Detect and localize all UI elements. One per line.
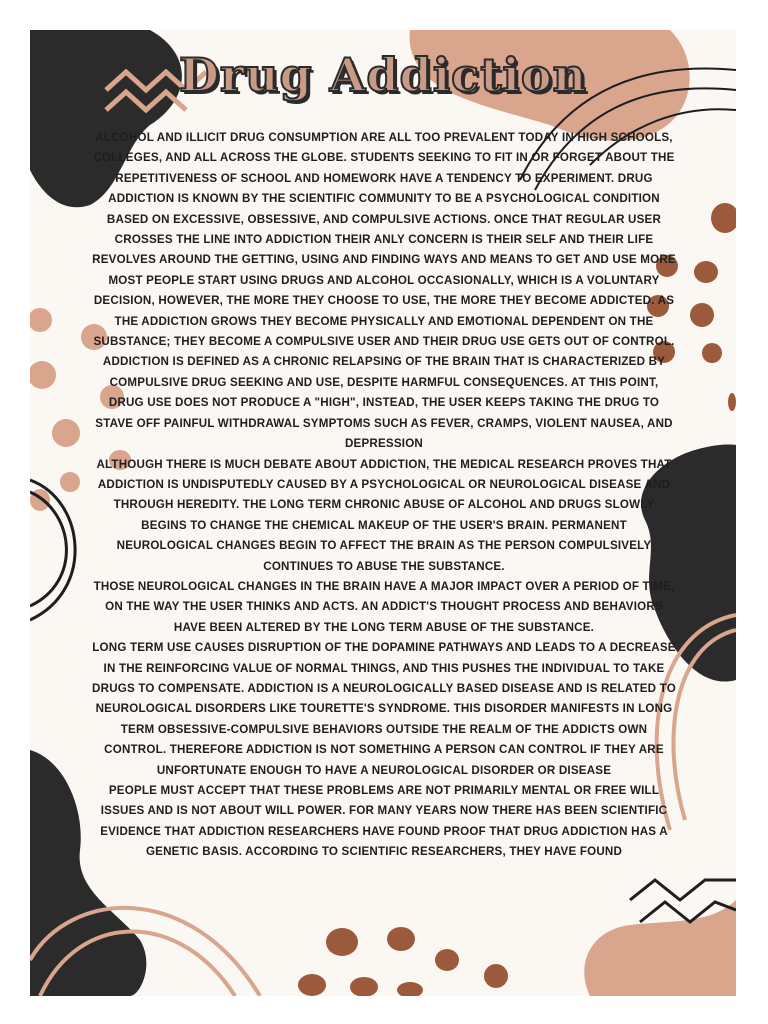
brown-dots-bottom (298, 927, 508, 996)
paragraph: MOST PEOPLE START USING DRUGS AND ALCOHOL OCCASIONALLY, WHICH IS A VOLUNTARY DECISION, HOWEVER, THE MORE THEY CHOOSE TO USE, THE MORE THEY BECOME ADDICTED. AS THE ADDICTION GROWS THEY BECOME PHYSICALLY AND EMOTIONAL DEPENDENT ON THE SUBSTANCE; THEY BECOME A COMPULSIVE USER AND THEIR DRUG USE GETS OUT OF CONTROL. ADDICTION IS DEFINED AS A CHRONIC RELAPSING OF THE BRAIN THAT IS CHARACTERIZED BY COMPULSIVE DRUG SEEKING AND USE, DESPITE HARMFUL CONSEQUENCES. AT THIS POINT, DRUG USE DOES NOT PRODUCE A "HIGH", INSTEAD, THE USER KEEPS TAKING THE DRUG TO STAVE OFF PAINFUL WITHDRAWAL SYMPTOMS SUCH AS FEVER, CRAMPS, VIOLENT NAUSEA, AND DEPRESSION (93, 273, 675, 451)
paragraph: ALCOHOL AND ILLICIT DRUG CONSUMPTION ARE ALL TOO PREVALENT TODAY IN HIGH SCHOOLS, COLLEGES, AND ALL ACROSS THE GLOBE. STUDENTS SEEKING TO FIT IN OR FORGET ABOUT THE REPETITIVENESS OF SCHOOL AND HOMEWORK HAVE A TENDENCY TO EXPERIMENT. DRUG ADDICTION IS KNOWN BY THE SCIENTIFIC COMMUNITY TO BE A PSYCHOLOGICAL CONDITION BASED ON EXCESSIVE, OBSESSIVE, AND COMPULSIVE ACTIONS. ONCE THAT REGULAR USER CROSSES THE LINE INTO ADDICTION THEIR ANLY CONCERN IS THEIR SELF AND THEIR LIFE REVOLVES AROUND THE GETTING, USING AND FINDING WAYS AND MEANS TO GET AND USE MORE (92, 131, 676, 267)
document-page (30, 30, 736, 996)
paragraph: PEOPLE MUST ACCEPT THAT THESE PROBLEMS ARE NOT PRIMARILY MENTAL OR FREE WILL ISSUES AND IS NOT ABOUT WILL POWER. FOR MANY YEARS NOW THERE HAS BEEN SCIENTIFIC EVIDENCE THAT ADDICTION RESEARCHERS HAVE FOUND PROOF THAT DRUG ADDICTION HAS A GENETIC BASIS. ACCORDING TO SCIENTIFIC RESEARCHERS, THEY HAVE FOUND (100, 784, 668, 859)
paragraph: THOSE NEUROLOGICAL CHANGES IN THE BRAIN HAVE A MAJOR IMPACT OVER A PERIOD OF TIME, ON THE WAY THE USER THINKS AND ACTS. AN ADDICT'S THOUGHT PROCESS AND BEHAVIORS HAVE BEEN ALTERED BY THE LONG TERM ABUSE OF THE SUBSTANCE. (93, 579, 675, 634)
zigzag-bottom-right (630, 880, 736, 900)
page-title: Drug Addiction (178, 48, 588, 102)
article-body (92, 128, 676, 863)
tan-blob-bottom-right (584, 900, 736, 996)
paragraph: LONG TERM USE CAUSES DISRUPTION OF THE DOPAMINE PATHWAYS AND LEADS TO A DECREASE IN THE REINFORCING VALUE OF NORMAL THINGS, AND THIS PUSHES THE INDIVIDUAL TO TAKE DRUGS TO COMPENSATE. ADDICTION IS A NEUROLOGICALLY BASED DISEASE AND IS RELATED TO NEUROLOGICAL DISORDERS LIKE TOURETTE'S SYNDROME. THIS DISORDER MANIFESTS IN LONG TERM OBSESSIVE-COMPULSIVE BEHAVIORS OUTSIDE THE REALM OF THE ADDICTS OWN CONTROL. THEREFORE ADDICTION IS NOT SOMETHING A PERSON CAN CONTROL IF THEY ARE UNFORTUNATE ENOUGH TO HAVE A NEUROLOGICAL DISORDER OR DISEASE (92, 641, 676, 777)
paragraph: ALTHOUGH THERE IS MUCH DEBATE ABOUT ADDICTION, THE MEDICAL RESEARCH PROVES THAT ADDICTION IS UNDISPUTEDLY CAUSED BY A PSYCHOLOGICAL OR NEUROLOGICAL DISEASE AND THROUGH HEREDITY. THE LONG TERM CHRONIC ABUSE OF ALCOHOL AND DRUGS SLOWLY BEGINS TO CHANGE THE CHEMICAL MAKEUP OF THE USER'S BRAIN. PERMANENT NEUROLOGICAL CHANGES BEGIN TO AFFECT THE BRAIN AS THE PERSON COMPULSIVELY CONTINUES TO ABUSE THE SUBSTANCE. (96, 457, 672, 573)
